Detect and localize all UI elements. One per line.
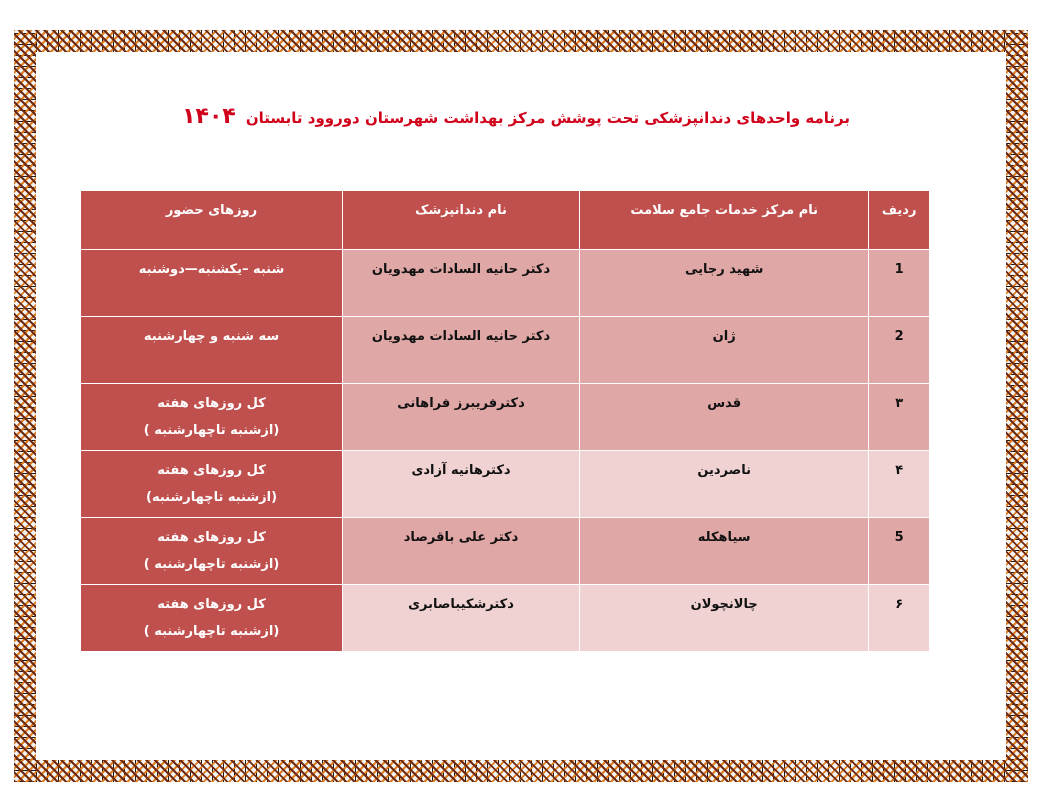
- row-center: چالانچولان: [579, 585, 868, 652]
- header-center: نام مرکز خدمات جامع سلامت: [579, 191, 868, 250]
- table-row: [81, 250, 930, 317]
- row-days-line2: (ازشنبه تاچهارشنبه ): [143, 423, 280, 438]
- table-row: [81, 518, 930, 585]
- border-right-pattern: [1006, 30, 1028, 782]
- table-row: [81, 317, 930, 384]
- header-days: روزهای حضور: [81, 191, 343, 250]
- table-row: [81, 451, 930, 518]
- row-days-line1: شنبه –یکشنبه—دوشنبه: [138, 262, 285, 277]
- row-center: ژان: [579, 317, 868, 384]
- border-left-pattern: [14, 30, 36, 782]
- row-days: [81, 585, 343, 652]
- row-days-line1: کل روزهای هفته: [157, 530, 266, 545]
- table-row: [81, 585, 930, 652]
- row-index: ۳: [869, 384, 930, 451]
- row-center: سیاهکله: [579, 518, 868, 585]
- row-index: ۴: [869, 451, 930, 518]
- row-days: [81, 451, 343, 518]
- row-center: شهید رجایی: [579, 250, 868, 317]
- row-center: ناصردین: [579, 451, 868, 518]
- table-header-row: [81, 191, 930, 250]
- row-days: [81, 317, 343, 384]
- schedule-table: [80, 190, 930, 652]
- row-index: 5: [869, 518, 930, 585]
- row-index: 2: [869, 317, 930, 384]
- page-title: [150, 104, 850, 129]
- row-dentist: دکترشکیباصابری: [343, 585, 580, 652]
- row-days: [81, 518, 343, 585]
- row-dentist: دکتر حانیه السادات مهدویان: [343, 250, 580, 317]
- border-top-pattern: [14, 30, 1028, 52]
- row-center: قدس: [579, 384, 868, 451]
- table-row: [81, 384, 930, 451]
- row-days: [81, 250, 343, 317]
- page-title-text: برنامه واحدهای دندانپزشکی تحت پوشش مرکز بهداشت شهرستان دوروود تابستان: [245, 109, 850, 127]
- row-dentist: دکترهانیه آزادی: [343, 451, 580, 518]
- row-index: ۶: [869, 585, 930, 652]
- row-days-line1: کل روزهای هفته: [157, 396, 266, 411]
- row-days: [81, 384, 343, 451]
- row-days-line2: (ازشنبه تاچهارشنبه): [146, 490, 278, 505]
- row-days-line2: (ازشنبه تاچهارشنبه ): [143, 557, 280, 572]
- row-days-line2: (ازشنبه تاچهارشنبه ): [143, 624, 280, 639]
- row-days-line1: کل روزهای هفته: [157, 463, 266, 478]
- header-index: ردیف: [869, 191, 930, 250]
- header-dentist: نام دندانپزشک: [343, 191, 580, 250]
- page-title-year: ۱۴۰۴: [182, 104, 236, 129]
- row-days-line1: سه شنبه و چهارشنبه: [143, 329, 280, 344]
- row-dentist: دکترفریبرز فراهانی: [343, 384, 580, 451]
- border-bottom-pattern: [14, 760, 1028, 782]
- row-days-line1: کل روزهای هفته: [157, 597, 266, 612]
- row-dentist: دکتر علی باقرصاد: [343, 518, 580, 585]
- row-dentist: دکتر حانیه السادات مهدویان: [343, 317, 580, 384]
- row-index: 1: [869, 250, 930, 317]
